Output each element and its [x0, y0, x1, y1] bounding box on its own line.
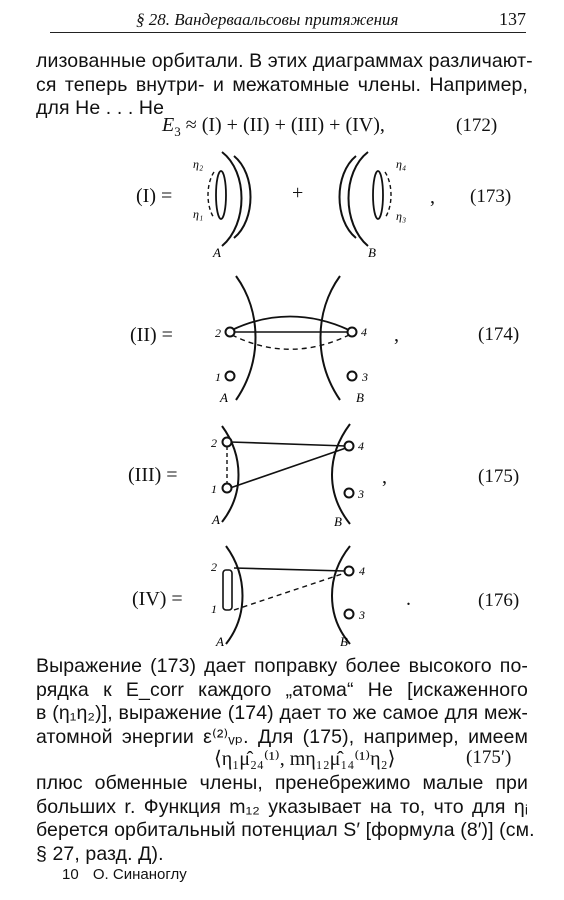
correlation-line-dashed: [232, 335, 349, 349]
atom-label-b: B: [368, 245, 376, 260]
author-name: О. Синаноглу: [92, 866, 187, 883]
orbital-number: 2: [211, 436, 217, 450]
equation-rhs: ≈ (I) + (II) + (III) + (IV),: [180, 114, 385, 136]
orbital-number: 4: [359, 564, 365, 578]
equation-172: [162, 114, 385, 140]
equation-175-prime: ⟨η₁μ̂₂₄⁽¹⁾, mη₁₂μ̂₁₄⁽¹⁾η₂⟩: [214, 748, 396, 770]
atom-label-a: A: [212, 512, 220, 527]
orbital-number: 2: [211, 560, 217, 574]
energy-symbol: E: [162, 114, 175, 136]
atom-label-a: A: [220, 390, 228, 405]
body-paragraph: [36, 655, 528, 749]
orbital-label-eta2: η₂: [193, 157, 204, 171]
diagram-173: [0, 140, 564, 270]
orbital-number: 1: [211, 482, 217, 496]
exchange-line: [230, 442, 346, 446]
diagram-176: [0, 540, 564, 658]
diagram-label: (I) =: [136, 185, 173, 207]
text-line: берется орбитальный потенциал S′ [формула (8′)] (см.: [36, 819, 535, 842]
orbital-number: 4: [358, 439, 364, 453]
body-paragraph-continued: [36, 772, 535, 866]
punctuation: ,: [430, 186, 435, 208]
orbital-circle: [345, 610, 354, 619]
atom-b-arc: [349, 152, 369, 246]
atom-a-arc: [236, 276, 256, 400]
equation-number: (175): [478, 466, 520, 487]
atom-label-a: A: [216, 634, 224, 649]
atom-a-arc: [226, 546, 243, 644]
orbital-label-eta1: η₁: [193, 207, 204, 221]
orbital-number: 3: [362, 370, 368, 384]
orbital-circle: [345, 567, 354, 576]
punctuation: ,: [394, 324, 399, 346]
atom-a-arc: [222, 152, 242, 246]
orbital-number: 3: [358, 487, 364, 501]
text-line: § 27, разд. Д).: [36, 842, 164, 865]
orbital-circle: [223, 438, 232, 447]
orbital-number: 2: [215, 326, 221, 340]
orbital-number: 4: [361, 325, 367, 339]
equation-number: (174): [478, 324, 520, 345]
diagram-label: (III) =: [128, 464, 178, 486]
orbital-number: 3: [359, 608, 365, 622]
orbital-circle: [223, 484, 232, 493]
orbital-loop: [216, 171, 226, 219]
equation-number: (172): [456, 115, 498, 136]
atom-label-b: B: [340, 634, 348, 649]
atom-b-arc: [321, 276, 341, 400]
orbital-circle: [345, 489, 354, 498]
orbital-loop: [223, 570, 232, 610]
section-title: § 28. Вандерваальсовы притяжения: [136, 10, 399, 29]
diagram-label: (II) =: [130, 324, 173, 346]
running-header: [50, 8, 526, 33]
orbital-label-eta4: η₄: [396, 157, 407, 171]
text-line: в (η₁η₂)], выражение (174) дает то же самое для меж-: [36, 702, 528, 725]
atom-b-arc: [332, 546, 350, 644]
punctuation: .: [406, 588, 411, 610]
orbital-number: 1: [211, 602, 217, 616]
signature-number: 10: [62, 866, 79, 883]
orbital-circle: [345, 442, 354, 451]
text-line: рядка к E_corr каждого „атома“ He [искаженного: [36, 678, 528, 701]
intro-paragraph: [36, 50, 533, 121]
text-line: ся теперь внутри- и межатомные члены. Например,: [36, 73, 528, 96]
orbital-number: 1: [215, 370, 221, 384]
equation-number: (176): [478, 590, 520, 611]
equation-number: (173): [470, 186, 512, 207]
atom-label-a: A: [213, 245, 221, 260]
atom-label-b: B: [356, 390, 364, 405]
orbital-circle: [348, 328, 357, 337]
equation-number: (175′): [466, 747, 512, 768]
printer-signature: [62, 866, 187, 883]
orbital-loop: [373, 171, 383, 219]
exchange-line: [234, 568, 345, 571]
orbital-circle: [226, 328, 235, 337]
text-line: больших r. Функция m₁₂ указывает на то, что для ηᵢ: [36, 795, 528, 818]
punctuation: ,: [382, 466, 387, 488]
energy-subscript: 3: [174, 124, 181, 139]
correlation-line-dashed: [234, 573, 345, 610]
atom-b-arc: [332, 424, 350, 524]
diagram-175: [0, 418, 564, 536]
text-line: лизованные орбитали. В этих диаграммах различают-: [36, 50, 533, 72]
atom-label-b: B: [334, 514, 342, 529]
orbital-circle: [226, 372, 235, 381]
correlation-line-dashed: [385, 172, 391, 218]
diagram-label: (IV) =: [132, 588, 183, 610]
text-line: плюс обменные члены, пренебрежимо малые при: [36, 772, 528, 794]
text-line: Выражение (173) дает поправку более высокого по-: [36, 655, 528, 677]
diagram-174: [0, 272, 564, 412]
page-number: 137: [499, 9, 526, 29]
correlation-line-dashed: [208, 172, 214, 218]
exchange-line: [232, 317, 349, 331]
plus-sign: +: [292, 182, 304, 204]
orbital-label-eta3: η₃: [396, 209, 407, 223]
text-line: атомной энергии ε⁽²⁾ᵥₚ. Для (175), например, имеем: [36, 725, 528, 748]
orbital-circle: [348, 372, 357, 381]
exchange-line: [230, 448, 346, 488]
text-line: для He . . . He: [36, 97, 165, 120]
